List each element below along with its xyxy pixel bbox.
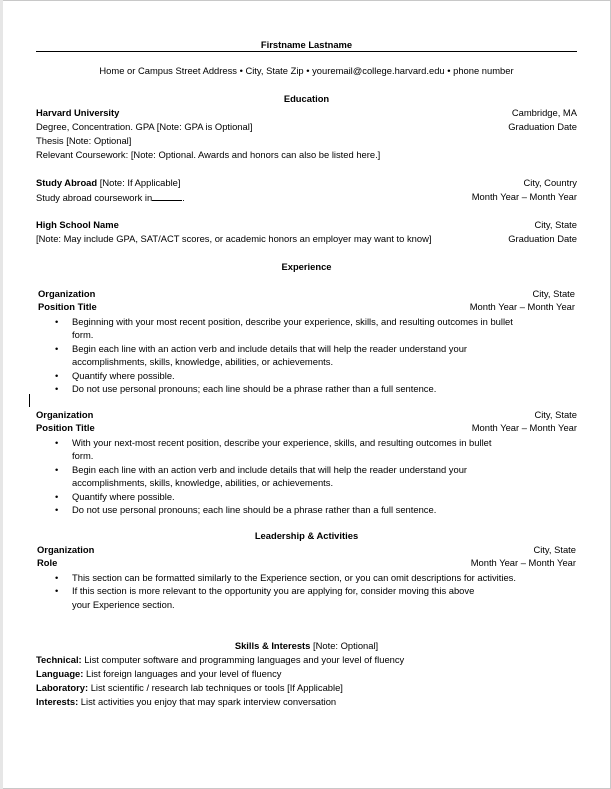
university-row [36,107,577,120]
university-location[interactable]: Cambridge, MA [511,107,577,118]
page-gutter [0,0,3,789]
bullet-text-line2: form. [72,329,94,341]
bullet-text-line1: With your next-most recent position, describe your experience, skills, and resulting outcomes in bullet [72,437,492,448]
skills-item-content [36,668,281,681]
skills-item [36,668,577,681]
bullet-icon: • [55,316,59,327]
job2-location[interactable]: City, State [534,409,577,420]
bullet-icon: • [55,490,59,502]
bullet-text-line2: your Experience section. [72,598,175,610]
leadership-organization[interactable]: Organization [37,544,95,555]
bullet-icon: • [55,572,59,583]
job2-bullets [55,436,577,516]
skills-item-text[interactable]: List computer software and programming languages and your level of fluency [81,654,405,665]
bullet-text-line2: form. [72,450,94,462]
leadership-location[interactable]: City, State [533,544,576,555]
bullet-text-line1: Begin each line with an action verb and include details that will help the reader understand your [72,342,468,354]
high-school-name[interactable]: High School Name [36,219,119,230]
study-abroad-title[interactable]: Study Abroad [36,177,98,188]
header-rule [36,51,577,52]
job1-position[interactable]: Position Title [38,301,97,312]
bullet-text-line2: accomplishments, skills, knowledge, abilities, or achievements. [72,356,334,368]
skills-item-label[interactable]: Language: [36,668,84,679]
skills-item-label[interactable]: Laboratory: [36,682,89,693]
bullet-text-line1: If this section is more relevant to the opportunity you are applying for, consider moving this above [72,585,475,597]
skills-item [36,654,577,667]
study-abroad-row [36,177,577,190]
bullet-text-line1: Do not use personal pronouns; each line should be a phrase rather than a full sentence. [72,504,437,516]
bullet-icon: • [55,585,59,597]
leadership-heading[interactable]: Leadership & Activities [254,530,359,541]
experience-heading[interactable]: Experience [281,261,332,272]
skills-heading[interactable]: Skills & Interests [234,640,311,651]
skills-item-text[interactable]: List activities you enjoy that may spark interview conversation [78,696,337,707]
bullet-icon: • [55,463,59,475]
bullet-item[interactable] [55,436,577,463]
skills-item [36,682,577,695]
high-school-note[interactable]: [Note: May include GPA, SAT/ACT scores, or academic honors an employer may want to know] [36,233,432,244]
skills-item-content [36,696,336,709]
bullet-item[interactable] [55,571,577,584]
high-school-location[interactable]: City, State [534,219,577,230]
job1-dates[interactable]: Month Year – Month Year [469,301,575,312]
high-school-graduation[interactable]: Graduation Date [508,233,577,244]
bullet-text-line1: Do not use personal pronouns; each line should be a phrase rather than a full sentence. [72,383,437,395]
bullet-item[interactable] [55,463,577,490]
bullet-item[interactable] [55,490,577,503]
bullet-item[interactable] [55,382,577,395]
bullet-item[interactable] [55,503,577,516]
job2-organization[interactable]: Organization [36,409,94,420]
job1-organization[interactable]: Organization [38,288,96,299]
job2-dates[interactable]: Month Year – Month Year [471,422,577,433]
study-abroad-note[interactable]: [Note: If Applicable] [97,177,181,188]
leadership-role[interactable]: Role [37,557,58,568]
bullet-item[interactable] [55,315,577,342]
leadership-org-row [37,544,576,557]
skills-item-text[interactable]: List scientific / research lab techniques or tools [If Applicable] [88,682,343,693]
degree-text[interactable]: Degree, Concentration. GPA [Note: GPA is Optional] [36,121,253,132]
bullet-item[interactable] [55,342,577,369]
education-heading[interactable]: Education [283,93,330,104]
skills-item-label[interactable]: Technical: [36,654,82,665]
text-cursor [29,394,30,407]
thesis-text[interactable]: Thesis [Note: Optional] [36,135,132,146]
resume-name[interactable]: Firstname Lastname [260,39,353,50]
skills-heading-note[interactable]: [Note: Optional] [310,640,379,651]
bullet-icon: • [55,437,59,448]
skills-item-text[interactable]: List foreign languages and your level of fluency [83,668,282,679]
leadership-role-row [37,557,576,570]
bullet-item[interactable] [55,584,577,611]
study-abroad-coursework-prefix[interactable]: Study abroad coursework in [36,192,153,203]
bullet-icon: • [55,504,59,516]
job1-location[interactable]: City, State [532,288,575,299]
contact-line[interactable]: Home or Campus Street Address • City, State Zip • youremail@college.harvard.edu • phone number [99,65,514,76]
leadership-bullets [55,571,577,611]
coursework-row [36,149,577,162]
bullet-icon: • [55,383,59,395]
high-school-row [36,219,577,232]
study-abroad-location[interactable]: City, Country [523,177,577,188]
bullet-icon: • [55,342,59,354]
coursework-text[interactable]: Relevant Coursework: [Note: Optional. Awards and honors can also be listed here.] [36,149,381,160]
bullet-icon: • [55,369,59,381]
fill-in-blank[interactable] [152,191,182,201]
bullet-text-line1: Quantify where possible. [72,369,175,381]
job1-org-row [38,288,575,301]
job2-position[interactable]: Position Title [36,422,95,433]
bullet-text-line1: Beginning with your most recent position, describe your experience, skills, and resulting outcomes in bullet [72,316,513,327]
skills-item-content [36,654,404,667]
job2-org-row [36,409,577,422]
thesis-row [36,135,577,148]
study-abroad-coursework [36,191,185,204]
job2-position-row [36,422,577,435]
study-abroad-title-group [36,177,181,190]
bullet-item[interactable] [55,369,577,382]
study-abroad-coursework-suffix: . [182,192,185,203]
skills-heading-line [36,640,577,651]
leadership-dates[interactable]: Month Year – Month Year [470,557,576,568]
skills-item-content [36,682,343,695]
job1-position-row [38,301,575,314]
graduation-date[interactable]: Graduation Date [508,121,577,132]
job1-bullets [55,315,577,395]
bullet-text-line1: This section can be formatted similarly to the Experience section, or you can omit descriptions for activities. [72,572,516,583]
bullet-text-line2: accomplishments, skills, knowledge, abilities, or achievements. [72,477,334,489]
university-name[interactable]: Harvard University [36,107,120,118]
study-abroad-dates[interactable]: Month Year – Month Year [471,191,577,202]
bullet-text-line1: Quantify where possible. [72,490,175,502]
high-school-note-row [36,233,577,246]
skills-item [36,696,577,709]
skills-item-label[interactable]: Interests: [36,696,79,707]
bullet-text-line1: Begin each line with an action verb and include details that will help the reader understand your [72,463,468,475]
degree-row [36,121,577,134]
study-abroad-coursework-row [36,191,577,204]
